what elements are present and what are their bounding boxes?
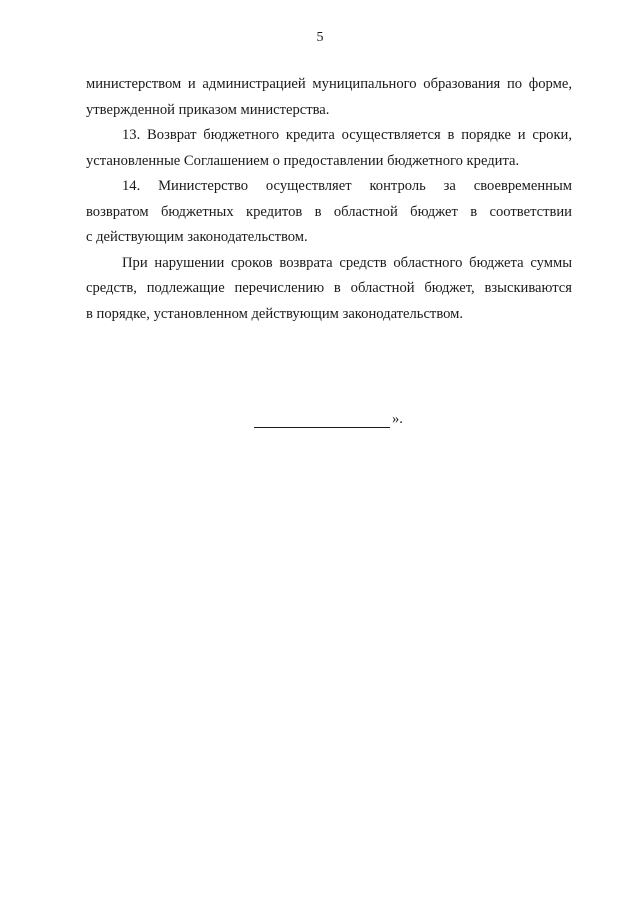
separator-rule [254, 413, 390, 428]
text-line: При нарушении сроков возврата средств областного бюджета суммы [122, 254, 572, 271]
closing-line [254, 411, 403, 428]
text-line: 14. Министерство осуществляет контроль за своевременным [122, 178, 572, 194]
paragraph-13 [86, 123, 572, 174]
text-line: утвержденной приказом министерства. [86, 101, 330, 118]
text-line: министерством и администрацией муниципального образования по форме, [86, 76, 572, 92]
text-line: в порядке, установленном действующим законодательством. [86, 305, 464, 322]
page-number: 5 [316, 30, 324, 45]
closing-quote: ». [392, 411, 403, 427]
text-line: 13. Возврат бюджетного кредита осуществляется в порядке и сроки, [122, 127, 572, 143]
paragraph-continuation [86, 72, 572, 123]
text-line: установленные Соглашением о предоставлении бюджетного кредита. [86, 152, 520, 169]
paragraph-violation [86, 251, 572, 328]
text-line: возвратом бюджетных кредитов в областной бюджет в соответствии [86, 203, 572, 220]
text-line: средств, подлежащие перечислению в областной бюджет, взыскиваются [86, 280, 572, 296]
paragraph-14 [86, 174, 572, 251]
document-body [86, 72, 572, 327]
text-line: с действующим законодательством. [86, 229, 308, 245]
